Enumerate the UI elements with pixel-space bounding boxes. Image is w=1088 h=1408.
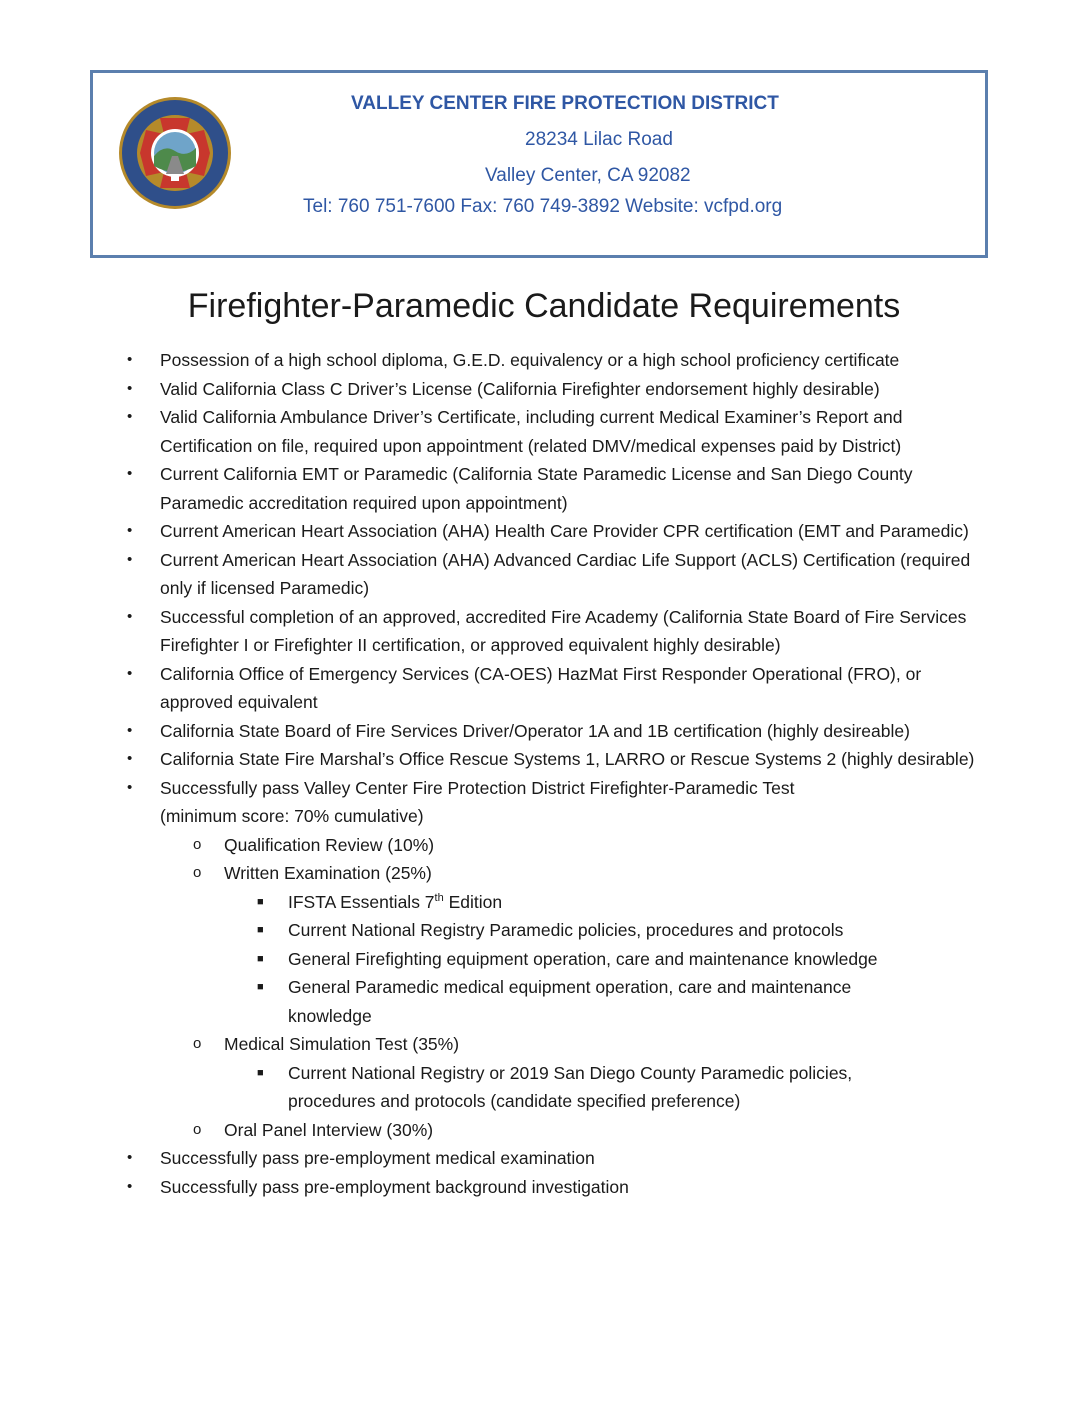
bullet-marker: • (127, 1177, 133, 1195)
list-item: • Successfully pass pre-employment medical examination (0, 1144, 1088, 1173)
bullet-marker: • (127, 522, 133, 539)
list-item: • Valid California Ambulance Driver’s Certificate, including current Medical Examiner’s Report and Certification on file, required upon appointment (related DMV/medical expenses paid by District) (0, 403, 1088, 460)
bullet-marker: • (127, 721, 133, 739)
org-city-state-zip: Valley Center, CA 92082 (485, 165, 691, 186)
bullet-marker: • (127, 550, 133, 568)
list-item: • Current American Heart Association (AHA) Advanced Cardiac Life Support (ACLS) Certification (required only if licensed Paramedic) (0, 546, 1088, 603)
requirements-list (0, 346, 1088, 1201)
bullet-marker: • (127, 607, 133, 625)
list-item: • Successfully pass Valley Center Fire Protection District Firefighter-Paramedic Test (minimum score: 70% cumulative) (0, 774, 1088, 831)
letterhead (90, 70, 988, 258)
list-item: • Successfully pass pre-employment background investigation (0, 1173, 1088, 1202)
test-subitem: ■ Current National Registry Paramedic policies, procedures and protocols (0, 916, 1088, 945)
square-marker: ■ (257, 952, 264, 965)
org-street-address: 28234 Lilac Road (525, 129, 673, 150)
page-title: Firefighter-Paramedic Candidate Requirements (187, 287, 901, 325)
test-part-item: o Qualification Review (10%) (0, 831, 1088, 860)
list-item: • Successful completion of an approved, accredited Fire Academy (California State Board of Fire Services Firefighter I or Firefighter II certification, or approved equivalent highly desirable) (0, 603, 1088, 660)
list-item: • California State Fire Marshal’s Office Rescue Systems 1, LARRO or Rescue Systems 2 (highly desirable) (0, 745, 1088, 774)
test-subitem: ■ General Paramedic medical equipment operation, care and maintenance knowledge (0, 973, 1088, 1030)
circle-marker: o (193, 864, 202, 881)
test-part-item: o Oral Panel Interview (30%) (0, 1116, 1088, 1145)
test-part-item: o Medical Simulation Test (35%) (0, 1030, 1088, 1059)
bullet-marker: • (127, 750, 133, 767)
bullet-marker: • (127, 664, 133, 682)
org-contact-line: Tel: 760 751-7600 Fax: 760 749-3892 Website: vcfpd.org (303, 196, 783, 217)
test-subitem: ■ Current National Registry or 2019 San Diego County Paramedic policies, procedures and protocols (candidate specified preference) (0, 1059, 1088, 1116)
district-seal-logo (118, 96, 232, 210)
list-item: • California State Board of Fire Services Driver/Operator 1A and 1B certification (highly desireable) (0, 717, 1088, 746)
bullet-marker: • (127, 1149, 133, 1166)
list-item: • Valid California Class C Driver’s License (California Firefighter endorsement highly desirable) (0, 375, 1088, 404)
bullet-marker: • (127, 351, 133, 368)
test-part-item: o Written Examination (25%) (0, 859, 1088, 888)
circle-marker: o (193, 1120, 202, 1138)
circle-marker: o (193, 1035, 202, 1052)
list-item: • Current American Heart Association (AHA) Health Care Provider CPR certification (EMT and Paramedic) (0, 517, 1088, 546)
bullet-marker: • (127, 465, 133, 482)
square-marker: ■ (257, 981, 264, 993)
square-marker: ■ (257, 1066, 264, 1079)
list-item: • California Office of Emergency Services (CA-OES) HazMat First Responder Operational (FRO), or approved equivalent (0, 660, 1088, 717)
list-item: • Current California EMT or Paramedic (California State Paramedic License and San Diego County Paramedic accreditation required upon appointment) (0, 460, 1088, 517)
org-name: VALLEY CENTER FIRE PROTECTION DISTRICT (351, 93, 779, 114)
test-subitem: ■ General Firefighting equipment operation, care and maintenance knowledge (0, 945, 1088, 974)
bullet-marker: • (127, 778, 133, 796)
list-item: • Possession of a high school diploma, G.E.D. equivalency or a high school proficiency certificate (0, 346, 1088, 375)
circle-marker: o (193, 835, 202, 853)
square-marker: ■ (257, 924, 264, 936)
test-subitem: ■ IFSTA Essentials 7th Edition (0, 888, 1088, 917)
square-marker: ■ (257, 895, 264, 908)
bullet-marker: • (127, 379, 133, 397)
bullet-marker: • (127, 408, 133, 425)
